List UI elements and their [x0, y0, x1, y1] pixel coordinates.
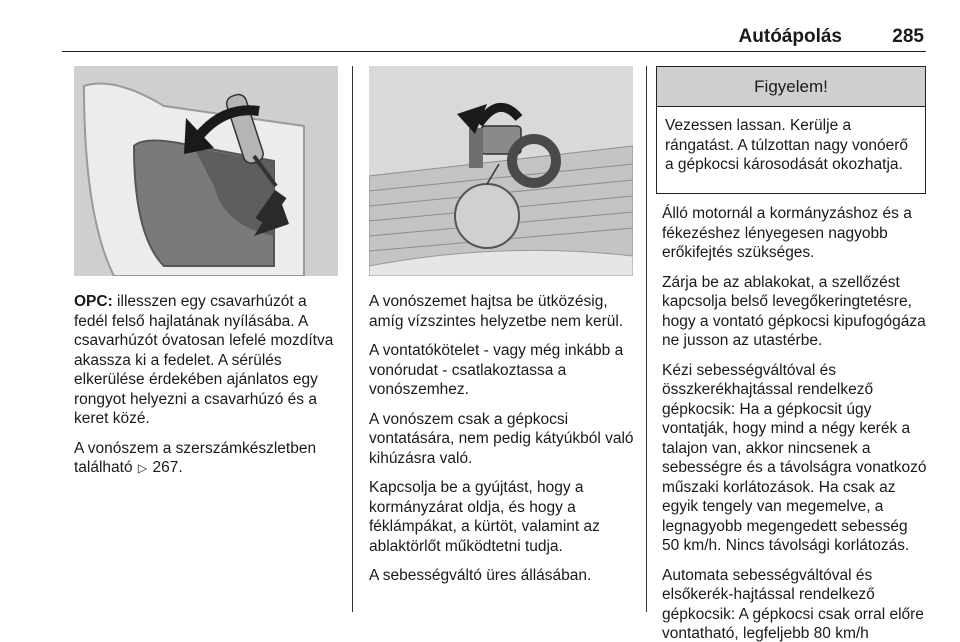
- warning-title: Figyelem!: [657, 67, 925, 107]
- column-divider-2: [646, 66, 647, 612]
- warning-text: Vezessen lassan. Kerülje a rángatást. A túlzottan nagy vonóerő a gépkocsi károsodását okozhatja.: [665, 117, 909, 173]
- toolkit-text: A vonószem a szerszámkészletben található: [74, 439, 317, 476]
- towing-eye-illustration: [369, 66, 633, 276]
- paragraph: Automata sebességváltóval és elsőkerék-hajtással rendelkező gépkocsik: A gépkocsi csak orral előre vontatható, legfeljebb 80 km/h: [662, 566, 924, 642]
- toolkit-paragraph: [74, 439, 340, 479]
- paragraph: A vonószem csak a gépkocsi vontatására, nem pedig kátyúkból való kihúzásra való.: [369, 410, 634, 467]
- paragraph: Zárja be az ablakokat, a szellőzést kapcsolja belső levegőkeringtetésre, hogy a vontató gépkocsi kipufogógáza ne jusson az utastérbe.: [662, 273, 926, 349]
- opc-paragraph: [74, 292, 340, 429]
- page-header: [62, 22, 926, 52]
- section-title: Autóápolás: [738, 26, 842, 47]
- screwdriver-cover-illustration: [74, 66, 338, 276]
- paragraph: A vontatókötelet - vagy még inkább a vonórudat - csatlakoztassa a vonószemhez.: [369, 342, 624, 398]
- paragraph: A vonószemet hajtsa be ütközésig, amíg vízszintes helyzetbe nem kerül.: [369, 293, 624, 330]
- column-divider-1: [352, 66, 353, 612]
- cross-reference-icon: ▷: [137, 461, 148, 475]
- paragraph: Álló motornál a kormányzáshoz és a fékezéshez lényegesen nagyobb erőkifejtés szükséges.: [662, 205, 912, 261]
- paragraph: Kézi sebességváltóval és összkerékhajtással rendelkező gépkocsik: Ha a gépkocsit úgy vontatják, hogy mind a négy kerék a talajon van, akkor nincsenek a sebességre és a távolságra vonatkozó műszaki korlátozások. Ha csak az egyik tengely van megemelve, a legnagyobb megengedett sebesség 50 km/h. Nincs távolsági korlátozás.: [662, 361, 927, 554]
- column-3: [662, 204, 928, 642]
- warning-box: [656, 66, 926, 194]
- paragraph: A sebességváltó üres állásában.: [369, 567, 592, 584]
- column-1: [74, 292, 340, 489]
- column-2: [369, 292, 635, 596]
- page-number: 285: [892, 26, 924, 47]
- opc-text: illesszen egy csavarhúzót a fedél felső hajlatának nyílásába. A csavarhúzót óvatosan lefelé mozdítva akassza ki a fedelet. A sérülés elkerülése érdekében ajánlatos egy rongyot helyezni a csavarhúzó és a keret közé.: [74, 293, 334, 427]
- opc-label: OPC:: [74, 293, 113, 310]
- toolkit-page-ref[interactable]: 267.: [148, 459, 183, 476]
- paragraph: Kapcsolja be a gyújtást, hogy a kormányzárat oldja, és hogy a féklámpákat, a kürtöt, valamint az ablaktörlőt működtetni tudja.: [369, 479, 600, 555]
